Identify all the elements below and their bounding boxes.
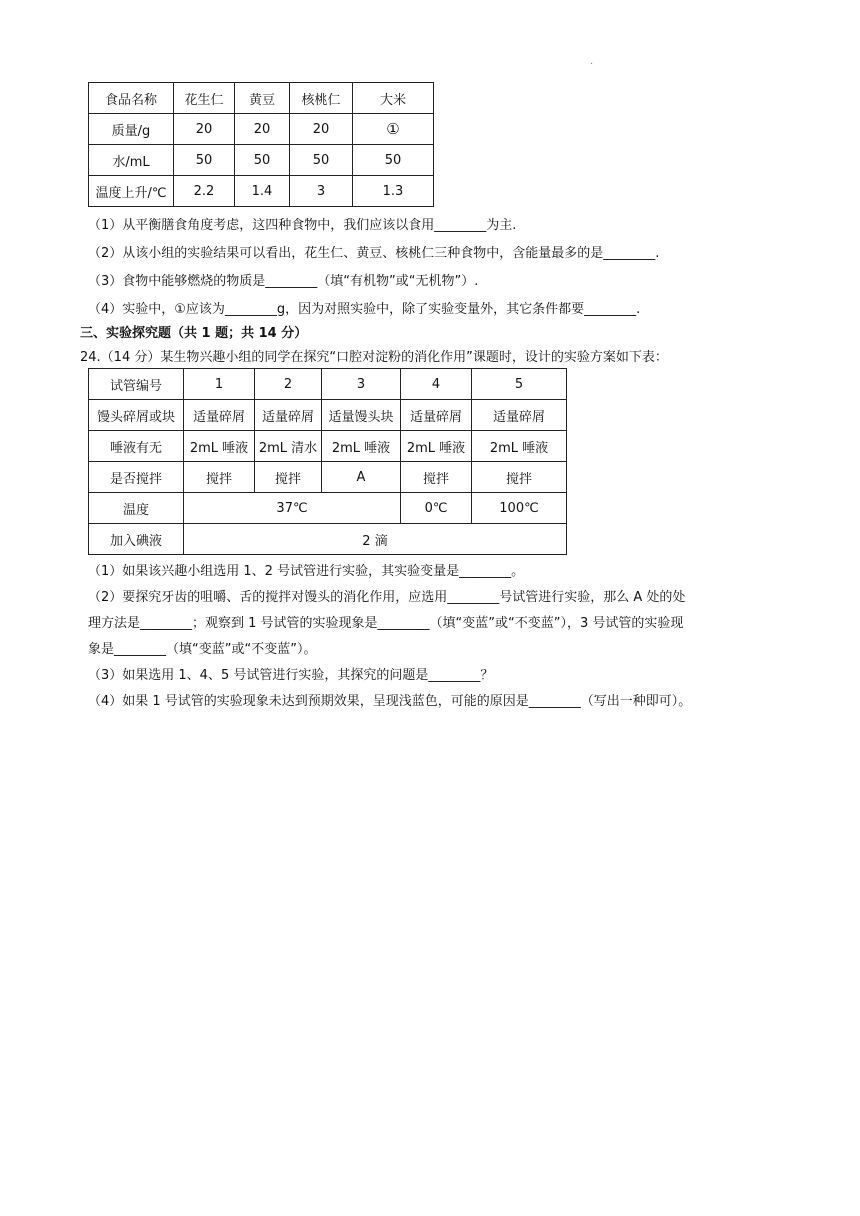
question-2: （2）从该小组的实验结果可以看出，花生仁、黄豆、核桃仁三种食物中，含能量最多的是________. (88, 246, 660, 261)
table-header-cell: 黄豆 (235, 83, 290, 114)
table-cell: 是否搅拌 (89, 462, 184, 493)
table-header-cell: 2 (255, 369, 322, 400)
table-cell: ① (353, 114, 434, 145)
table-row (89, 114, 434, 145)
table-header-cell: 4 (401, 369, 472, 400)
table-cell: 20 (290, 114, 353, 145)
table-cell: 温度 (89, 493, 184, 524)
table-cell: 2.2 (174, 176, 235, 207)
table-cell: 水/mL (89, 145, 174, 176)
table-cell: 2mL 唾液 (184, 431, 255, 462)
table-row (89, 83, 434, 114)
subquestion-4: （4）如果 1 号试管的实验现象未达到预期效果，呈现浅蓝色，可能的原因是________（写出一种即可）。 (88, 694, 692, 709)
table-cell: 1.3 (353, 176, 434, 207)
table-header-cell: 1 (184, 369, 255, 400)
table-header-cell: 试管编号 (89, 369, 184, 400)
subquestion-1: （1）如果该兴趣小组选用 1、2 号试管进行实验，其实验变量是________。 (88, 564, 525, 579)
table-cell: 20 (235, 114, 290, 145)
table-cell: 搅拌 (472, 462, 567, 493)
question-24-stem: 24.（14 分）某生物兴趣小组的同学在探究“口腔对淀粉的消化作用”课题时，设计的实验方案如下表： (80, 350, 668, 365)
table-cell: 2 滴 (184, 524, 567, 555)
table-row (89, 524, 567, 555)
table-cell: 1.4 (235, 176, 290, 207)
question-1: （1）从平衡膳食角度考虑，这四种食物中，我们应该以食用________为主. (88, 218, 517, 233)
table-cell: 搅拌 (401, 462, 472, 493)
table-cell: 50 (235, 145, 290, 176)
table-cell: 温度上升/℃ (89, 176, 174, 207)
table-cell: 搅拌 (255, 462, 322, 493)
table-cell: 适量碎屑 (472, 400, 567, 431)
section-heading: 三、实验探究题（共 1 题；共 14 分） (80, 326, 308, 341)
table-row (89, 400, 567, 431)
table-cell: 2mL 唾液 (322, 431, 401, 462)
table-cell: 适量碎屑 (184, 400, 255, 431)
table-row (89, 431, 567, 462)
table-cell: 3 (290, 176, 353, 207)
table-cell: 适量碎屑 (255, 400, 322, 431)
question-4: （4）实验中，①应该为________g，因为对照实验中，除了实验变量外，其它条件都要________. (88, 302, 641, 317)
table-row (89, 176, 434, 207)
table-cell: 100℃ (472, 493, 567, 524)
table-cell: 唾液有无 (89, 431, 184, 462)
table-header-cell: 食品名称 (89, 83, 174, 114)
table-header-cell: 3 (322, 369, 401, 400)
subquestion-2-line-2: 理方法是________；观察到 1 号试管的实验现象是________（填“变蓝”或“不变蓝”），3 号试管的实验现 (88, 616, 684, 631)
table-cell: 适量馒头块 (322, 400, 401, 431)
saliva-experiment-table (88, 368, 567, 555)
table-row (89, 369, 567, 400)
food-energy-table (88, 82, 434, 207)
table-header-cell: 花生仁 (174, 83, 235, 114)
subquestion-2-line-3: 象是________（填“变蓝”或“不变蓝”）。 (88, 642, 317, 657)
table-cell: 搅拌 (184, 462, 255, 493)
table-header-cell: 5 (472, 369, 567, 400)
table-row (89, 493, 567, 524)
table-cell: 0℃ (401, 493, 472, 524)
table-cell: 加入碘液 (89, 524, 184, 555)
subquestion-3: （3）如果选用 1、4、5 号试管进行实验，其探究的问题是________？ (88, 668, 494, 683)
table-cell: 2mL 唾液 (401, 431, 472, 462)
page-dot: . (590, 56, 594, 67)
table-cell: 37℃ (184, 493, 401, 524)
table-cell: 50 (174, 145, 235, 176)
table-cell: 质量/g (89, 114, 174, 145)
table-cell: 50 (353, 145, 434, 176)
table-row (89, 145, 434, 176)
table-header-cell: 大米 (353, 83, 434, 114)
question-3: （3）食物中能够燃烧的物质是________（填“有机物”或“无机物”）. (88, 274, 479, 289)
subquestion-2-line-1: （2）要探究牙齿的咀嚼、舌的搅拌对馒头的消化作用，应选用________号试管进行实验，那么 A 处的处 (88, 590, 686, 605)
table-cell: 50 (290, 145, 353, 176)
table-cell: 馒头碎屑或块 (89, 400, 184, 431)
table-cell: 20 (174, 114, 235, 145)
table-cell: 适量碎屑 (401, 400, 472, 431)
table-row (89, 462, 567, 493)
table-cell: 2mL 唾液 (472, 431, 567, 462)
table-cell: A (322, 462, 401, 493)
table-cell: 2mL 清水 (255, 431, 322, 462)
table-header-cell: 核桃仁 (290, 83, 353, 114)
